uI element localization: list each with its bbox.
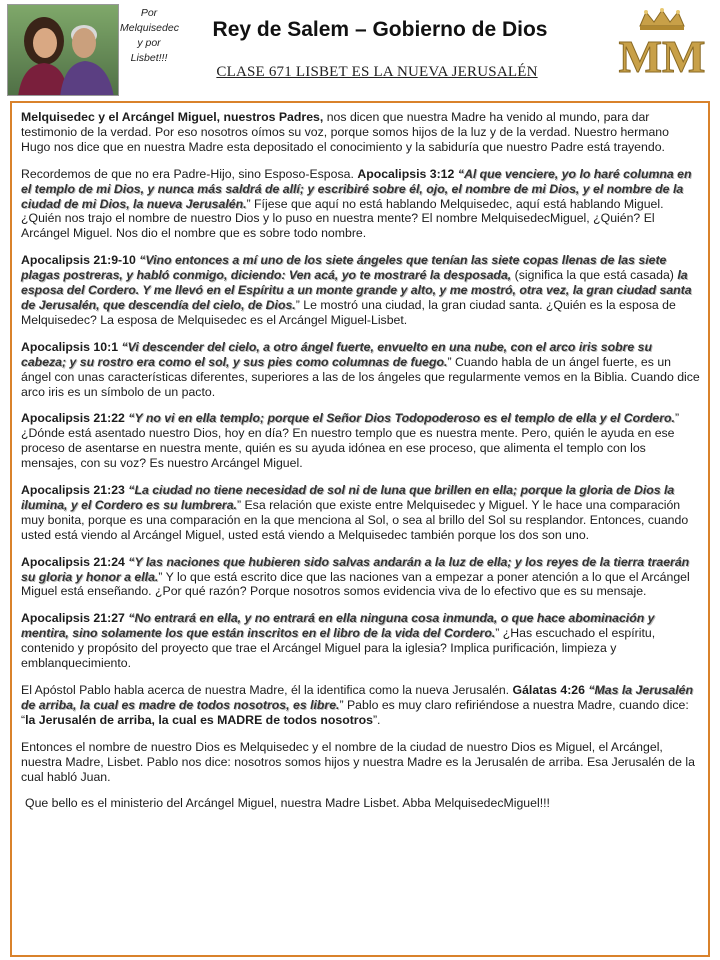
bible-reference: Apocalipsis 21:27 bbox=[21, 611, 125, 626]
body-text: nos dicen que nuestra Madre ha venido al mundo, para dar testimonio de la verdad. Por eso nosotros oímos su voz, porque somos hijos de la luz y de la verdad. Nuestro hermano Hugo nos dice que en nuestra Madre esta depositado el conocimiento y la sabiduría que nuestro Padre está trayendo. bbox=[21, 110, 669, 154]
body-text: ” Y lo que está escrito dice que las naciones van a empezar a poner atención a lo que el Arcángel Miguel está enseñando. ¿Por qué razón? Porque nosotros somos evidencia viva de lo efectivo que es su mensaje. bbox=[21, 569, 690, 599]
body-text: El Apóstol Pablo habla acerca de nuestra Madre, él la identifica como la nueva Jerusalén. bbox=[21, 683, 513, 697]
body-text: Entonces el nombre de nuestro Dios es Melquisedec y el nombre de la ciudad de nuestro Dios es Miguel, el Arcángel, nuestra Madre, Lisbet. Pablo nos dice: nosotros somos hijos y nuestra Madre es la Jerusalén de arriba. Esa Jerusalén de la cual habló Juan. bbox=[21, 739, 695, 784]
page-header bbox=[0, 0, 720, 100]
body-text: Recordemos de que no era Padre-Hijo, sino Esposo-Esposa. bbox=[21, 166, 358, 181]
scripture-quote: “Y las naciones que hubieren sido salvas andarán a la luz de ella; y los reyes de la tierra traerán su gloria y honor a ella. bbox=[21, 554, 690, 584]
paragraph bbox=[21, 340, 700, 400]
body-text: ” Esa relación que existe entre Melquisedec y Miguel. Y le hace una comparación muy bonita, porque es una comparación en la que menciona al Sol, o sea al brillo del Sol su resplandor. Entonces, cuando usted está viendo al Arcángel Miguel, usted está viendo a Melquisedec también porque los dos son uno. bbox=[21, 497, 689, 542]
paragraph bbox=[21, 167, 700, 242]
paragraph bbox=[21, 253, 700, 328]
paragraph bbox=[21, 555, 700, 600]
bible-reference: Apocalipsis 21:23 bbox=[21, 483, 125, 498]
scripture-quote: “Vi descender del cielo, a otro ángel fuerte, envuelto en una nube, con el arco iris sobre su cabeza; y su rostro era como el sol, y sus pies como columnas de fuego. bbox=[21, 339, 652, 369]
body-text: (significa la que está casada) bbox=[511, 268, 678, 283]
bible-reference: Apocalipsis 21:22 bbox=[21, 411, 125, 426]
couple-photo bbox=[7, 4, 119, 96]
scripture-quote: “Mas la Jerusalén de arriba, la cual es madre de todos nosotros, es libre. bbox=[21, 683, 693, 712]
scripture-quote: “Y no vi en ella templo; porque el Señor Dios Todopoderoso es el templo de ella y el Cordero. bbox=[124, 411, 675, 426]
paragraph bbox=[21, 411, 700, 471]
body-text: ” Cuando habla de un ángel fuerte, es un ángel con unas características diferentes, superiores a las de los ángeles que regularmente vemos en la Biblia. Cuando dice arco iris es un símbolo de un pacto. bbox=[21, 354, 700, 399]
page-title: Rey de Salem – Gobierno de Dios bbox=[212, 18, 548, 41]
paragraph bbox=[21, 483, 700, 543]
body-text: Que bello es el ministerio del Arcángel Miguel, nuestra Madre Lisbet. Abba MelquisedecMiguel!!! bbox=[25, 796, 550, 811]
paragraph bbox=[21, 110, 700, 155]
paragraph bbox=[21, 740, 700, 785]
paragraph bbox=[21, 611, 700, 671]
class-subtitle: CLASE 671 LISBET ES LA NUEVA JERUSALÉN bbox=[216, 64, 538, 80]
scripture-quote: “Vino entonces a mí uno de los siete ángeles que tenían las siete copas llenas de las siete plagas postreras, y habló conmigo, diciendo: Ven acá, yo te mostraré la desposada, bbox=[21, 253, 667, 283]
body-text: ” ¿Dónde está asentado nuestro Dios, hoy en día? En nuestro templo que es nuestra mente. Pero, quién le ayuda en ese proceso de asentarse en nuestra mente, quién es su ayuda idónea en ese proceso, que alimenta el templo con los mensajes, con su voz? Es nuestro Arcángel Miguel. bbox=[21, 411, 680, 471]
body-text: ” Le mostró una ciudad, la gran ciudad santa. ¿Quién es la esposa de Melquisedec? La esposa de Melquisedec es el Arcángel Miguel-Lisbet. bbox=[21, 297, 676, 327]
scripture-quote: “La ciudad no tiene necesidad de sol ni de luna que brillen en ella; porque la gloria de Dios la ilumina, y el Cordero es su lumbrera. bbox=[21, 483, 675, 512]
bible-reference: Apocalipsis 10:1 bbox=[21, 339, 119, 354]
bible-reference: Melquisedec y el Arcángel Miguel, nuestros Padres, bbox=[21, 110, 324, 124]
mm-crown-logo bbox=[612, 8, 712, 84]
scripture-quote: la esposa del Cordero. Y me llevó en el Espíritu a un monte grande y alto, y me mostró, otra vez, la gran ciudad santa de Jerusalén, que descendía del cielo, de Dios. bbox=[21, 268, 692, 312]
bible-reference: Apocalipsis 3:12 bbox=[357, 166, 455, 181]
bible-reference: Apocalipsis 21:9-10 bbox=[21, 253, 136, 268]
bible-reference: Gálatas 4:26 bbox=[512, 683, 585, 697]
body-text: ” ¿Has escuchado el espíritu, contenido y propósito del proyecto que trae el Arcángel Miguel para la iglesia? Implica purificación, limpieza y emblanquecimiento. bbox=[21, 626, 656, 671]
body-text: ” Pablo es muy claro refiriéndose a nuestra Madre, cuando dice: “ bbox=[21, 697, 689, 727]
bible-reference: la Jerusalén de arriba, la cual es MADRE de todos nosotros bbox=[25, 712, 373, 727]
body-text: ” Fíjese que aquí no está hablando Melquisedec, aquí está hablando Miguel. ¿Quién nos trajo el nombre de nuestro Dios y lo puso en nuestra mente? El nombre MelquisedecMiguel, ¿Quién? El Arcángel Miguel. Nos dio el nombre que es sobre todo nombre. bbox=[21, 196, 664, 241]
paragraph bbox=[21, 796, 700, 811]
body-text: ”. bbox=[372, 712, 381, 727]
article-body bbox=[10, 101, 710, 957]
scripture-quote: “No entrará en ella, y no entrará en ella ninguna cosa inmunda, o que hace abominación y mentira, sino solamente los que están inscritos en el libro de la vida del Cordero. bbox=[21, 611, 655, 641]
svg-text:MM: MM bbox=[618, 31, 706, 82]
paragraph bbox=[21, 683, 700, 728]
scripture-quote: “Al que venciere, yo lo haré columna en el templo de mi Dios, y nunca más saldrá de allí; y escribiré sobre él, ojo, el nombre de mi Dios, y el nombre de la ciudad de mi Dios, la nueva Jerusalén. bbox=[21, 166, 692, 211]
bible-reference: Apocalipsis 21:24 bbox=[21, 554, 125, 569]
byline: Por Melquisedec y por Lisbet!!! bbox=[120, 7, 179, 64]
